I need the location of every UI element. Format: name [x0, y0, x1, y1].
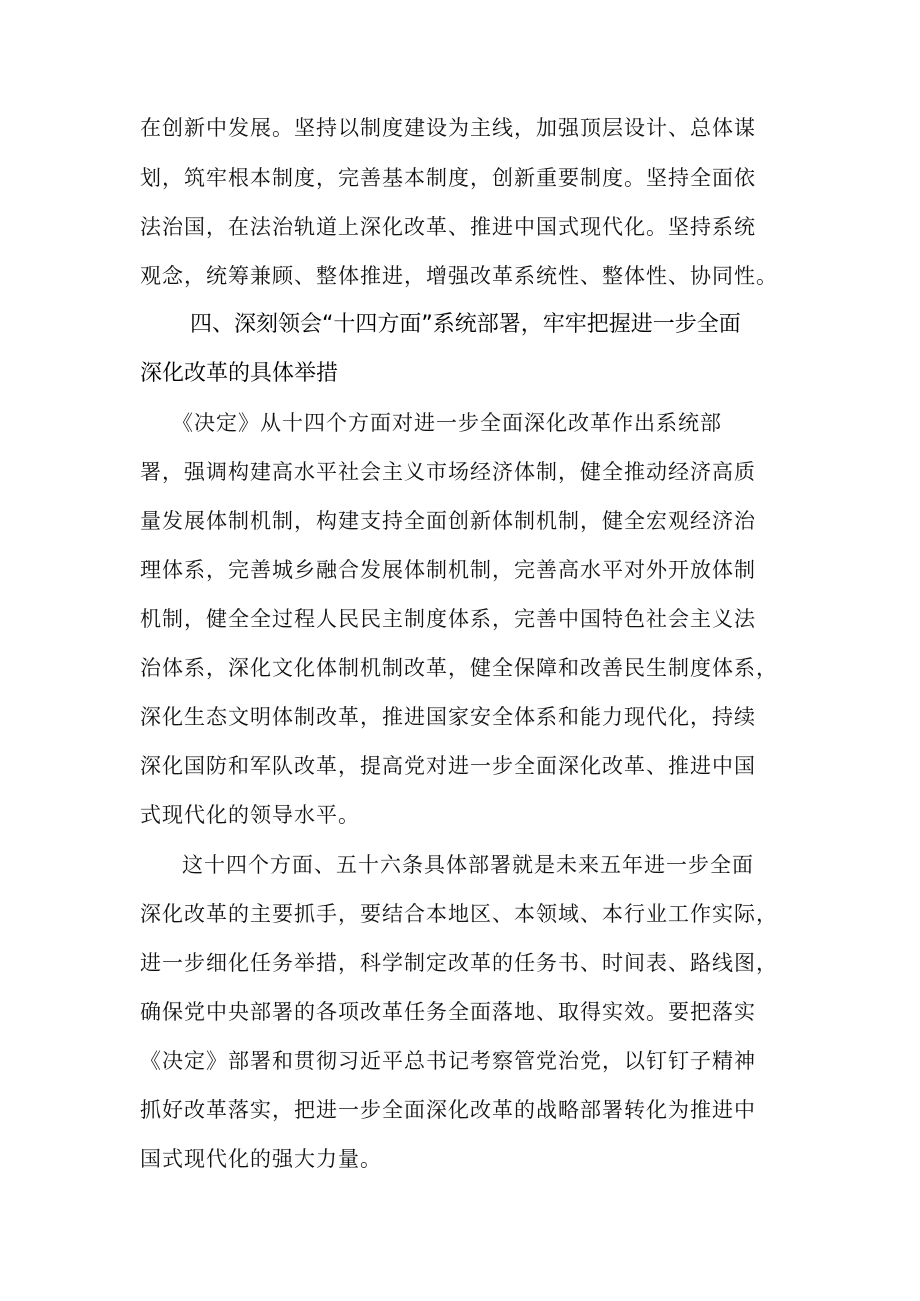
- paragraph-4-line-6: 抓好改革落实，把进一步全面深化改革的战略部署转化为推进中: [140, 1098, 756, 1122]
- paragraph-3-line-9: 式现代化的领导水平。: [140, 803, 360, 827]
- paragraph-3-line-2: 署，强调构建高水平社会主义市场经济体制，健全推动经济高质: [140, 460, 756, 484]
- paragraph-4-line-1: 这十四个方面、五十六条具体部署就是未来五年进一步全面: [182, 853, 754, 877]
- paragraph-1-line-1: 在创新中发展。坚持以制度建设为主线，加强顶层设计、总体谋: [140, 116, 756, 140]
- paragraph-1-line-4: 观念，统筹兼顾、整体推进，增强改革系统性、整体性、协同性。: [140, 264, 778, 288]
- section-heading-line-1: 四、深刻领会“十四方面”系统部署，牢牢把握进一步全面: [190, 312, 741, 337]
- paragraph-3-line-3: 量发展体制机制，构建支持全面创新体制机制，健全宏观经济治: [140, 509, 756, 533]
- paragraph-4-line-3: 进一步细化任务举措，科学制定改革的任务书、时间表、路线图，: [140, 951, 778, 975]
- paragraph-3-line-8: 深化国防和军队改革，提高党对进一步全面深化改革、推进中国: [140, 754, 756, 778]
- paragraph-3-line-1: 《决定》从十四个方面对进一步全面深化改革作出系统部: [172, 411, 722, 435]
- paragraph-4-line-2: 深化改革的主要抓手，要结合本地区、本领域、本行业工作实际，: [140, 902, 778, 926]
- paragraph-3-line-4: 理体系，完善城乡融合发展体制机制，完善高水平对外开放体制: [140, 558, 756, 582]
- paragraph-3-line-6: 治体系，深化文化体制机制改革，健全保障和改善民生制度体系，: [140, 656, 778, 680]
- section-heading-line-2: 深化改革的具体举措: [140, 361, 339, 386]
- paragraph-4-line-7: 国式现代化的强大力量。: [140, 1147, 382, 1171]
- paragraph-3-line-5: 机制，健全全过程人民民主制度体系，完善中国特色社会主义法: [140, 607, 756, 631]
- paragraph-1-line-3: 法治国，在法治轨道上深化改革、推进中国式现代化。坚持系统: [140, 215, 756, 239]
- paragraph-1-line-2: 划，筑牢根本制度，完善基本制度，创新重要制度。坚持全面依: [140, 166, 756, 190]
- paragraph-4-line-4: 确保党中央部署的各项改革任务全面落地、取得实效。要把落实: [140, 1000, 756, 1024]
- paragraph-4-line-5: 《决定》部署和贯彻习近平总书记考察管党治党，以钉钉子精神: [140, 1049, 756, 1073]
- paragraph-3-line-7: 深化生态文明体制改革，推进国家安全体系和能力现代化，持续: [140, 705, 756, 729]
